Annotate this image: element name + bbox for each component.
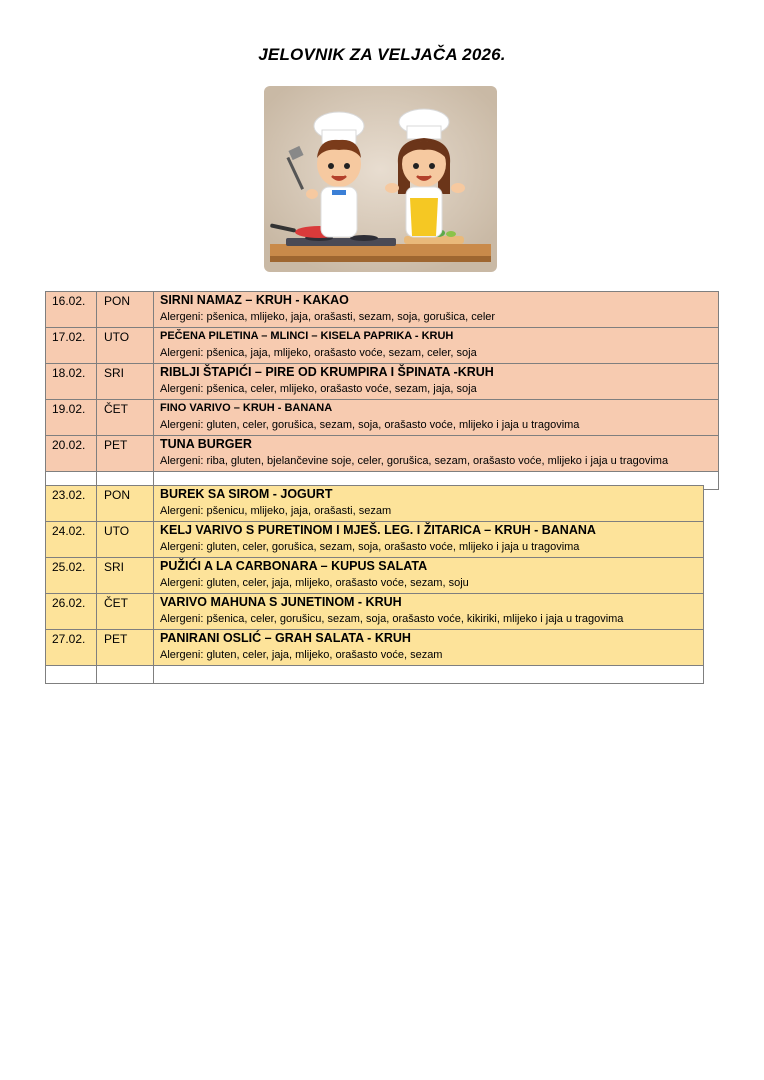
table-row [46,630,704,666]
dish-name: VARIVO MAHUNA S JUNETINOM - KRUH [160,595,402,609]
date-cell: 19.02. [46,400,97,436]
allergen-list: Alergeni: pšenica, jaja, mlijeko, orašasto voće, sezam, celer, soja [160,347,477,359]
table-row [46,364,719,400]
allergen-list: Alergeni: gluten, celer, gorušica, sezam, soja, orašasto voće, mlijeko i jaja u tragovima [160,541,580,553]
day-cell: PET [97,630,154,666]
dish-name: RIBLJI ŠTAPIĆI – PIRE OD KRUMPIRA I ŠPINATA -KRUH [160,365,494,379]
meal-cell [154,486,704,522]
dish-name: PEČENA PILETINA – MLINCI – KISELA PAPRIKA - KRUH [160,330,454,342]
allergen-list: Alergeni: gluten, celer, jaja, mlijeko, orašasto voće, sezam [160,649,443,661]
meal-cell [154,364,719,400]
date-cell: 20.02. [46,436,97,472]
dish-name: TUNA BURGER [160,437,252,451]
date-cell: 25.02. [46,558,97,594]
date-cell: 23.02. [46,486,97,522]
day-cell: UTO [97,328,154,364]
meal-cell [154,630,704,666]
allergen-list: Alergeni: gluten, celer, gorušica, sezam, soja, orašasto voće, mlijeko i jaja u tragovima [160,419,580,431]
allergen-list: Alergeni: gluten, celer, jaja, mlijeko, orašasto voće, sezam, soju [160,577,469,589]
table-row [46,400,719,436]
table-row [46,486,704,522]
day-cell: ČET [97,594,154,630]
meal-cell [154,328,719,364]
allergen-list: Alergeni: pšenica, celer, gorušicu, sezam, soja, orašasto voće, kikiriki, mlijeko i jaja u tragovima [160,613,624,625]
day-cell: SRI [97,364,154,400]
allergen-list: Alergeni: pšenica, celer, mlijeko, orašasto voće, sezam, jaja, soja [160,383,477,395]
meal-cell [154,292,719,328]
dish-name: KELJ VARIVO S PURETINOM I MJEŠ. LEG. I ŽITARICA – KRUH - BANANA [160,523,596,537]
menu-table-week-2 [45,485,704,684]
allergen-list: Alergeni: pšenica, mlijeko, jaja, orašasti, sezam, soja, gorušica, celer [160,311,496,323]
dish-name: PUŽIĆI A LA CARBONARA – KUPUS SALATA [160,559,428,573]
table-row [46,328,719,364]
empty-cell [97,666,154,684]
dish-name: SIRNI NAMAZ – KRUH - KAKAO [160,293,349,307]
meal-cell [154,436,719,472]
allergen-list: Alergeni: riba, gluten, bjelančevine soje, celer, gorušica, sezam, orašasto voće, mlijeko i jaja u tragovima [160,455,669,467]
meal-cell [154,594,704,630]
day-cell: PET [97,436,154,472]
day-cell: PON [97,486,154,522]
dish-name: BUREK SA SIROM - JOGURT [160,487,333,501]
meal-cell [154,522,704,558]
table-row [46,522,704,558]
chef-kids-cooking-icon [264,86,497,272]
date-cell: 17.02. [46,328,97,364]
table-row [46,292,719,328]
dish-name: PANIRANI OSLIĆ – GRAH SALATA - KRUH [160,631,411,645]
table-row [46,436,719,472]
date-cell: 24.02. [46,522,97,558]
table-row [46,558,704,594]
date-cell: 26.02. [46,594,97,630]
date-cell: 16.02. [46,292,97,328]
day-cell: PON [97,292,154,328]
page-title: JELOVNIK ZA VELJAČA 2026. [258,45,506,64]
table-row [46,594,704,630]
day-cell: ČET [97,400,154,436]
date-cell: 18.02. [46,364,97,400]
meal-cell [154,400,719,436]
day-cell: SRI [97,558,154,594]
day-cell: UTO [97,522,154,558]
empty-cell [46,666,97,684]
empty-cell [154,666,704,684]
date-cell: 27.02. [46,630,97,666]
menu-table-week-1 [45,291,719,490]
dish-name: FINO VARIVO – KRUH - BANANA [160,402,333,414]
empty-row [46,666,704,684]
meal-cell [154,558,704,594]
allergen-list: Alergeni: pšenicu, mlijeko, jaja, orašasti, sezam [160,505,392,517]
